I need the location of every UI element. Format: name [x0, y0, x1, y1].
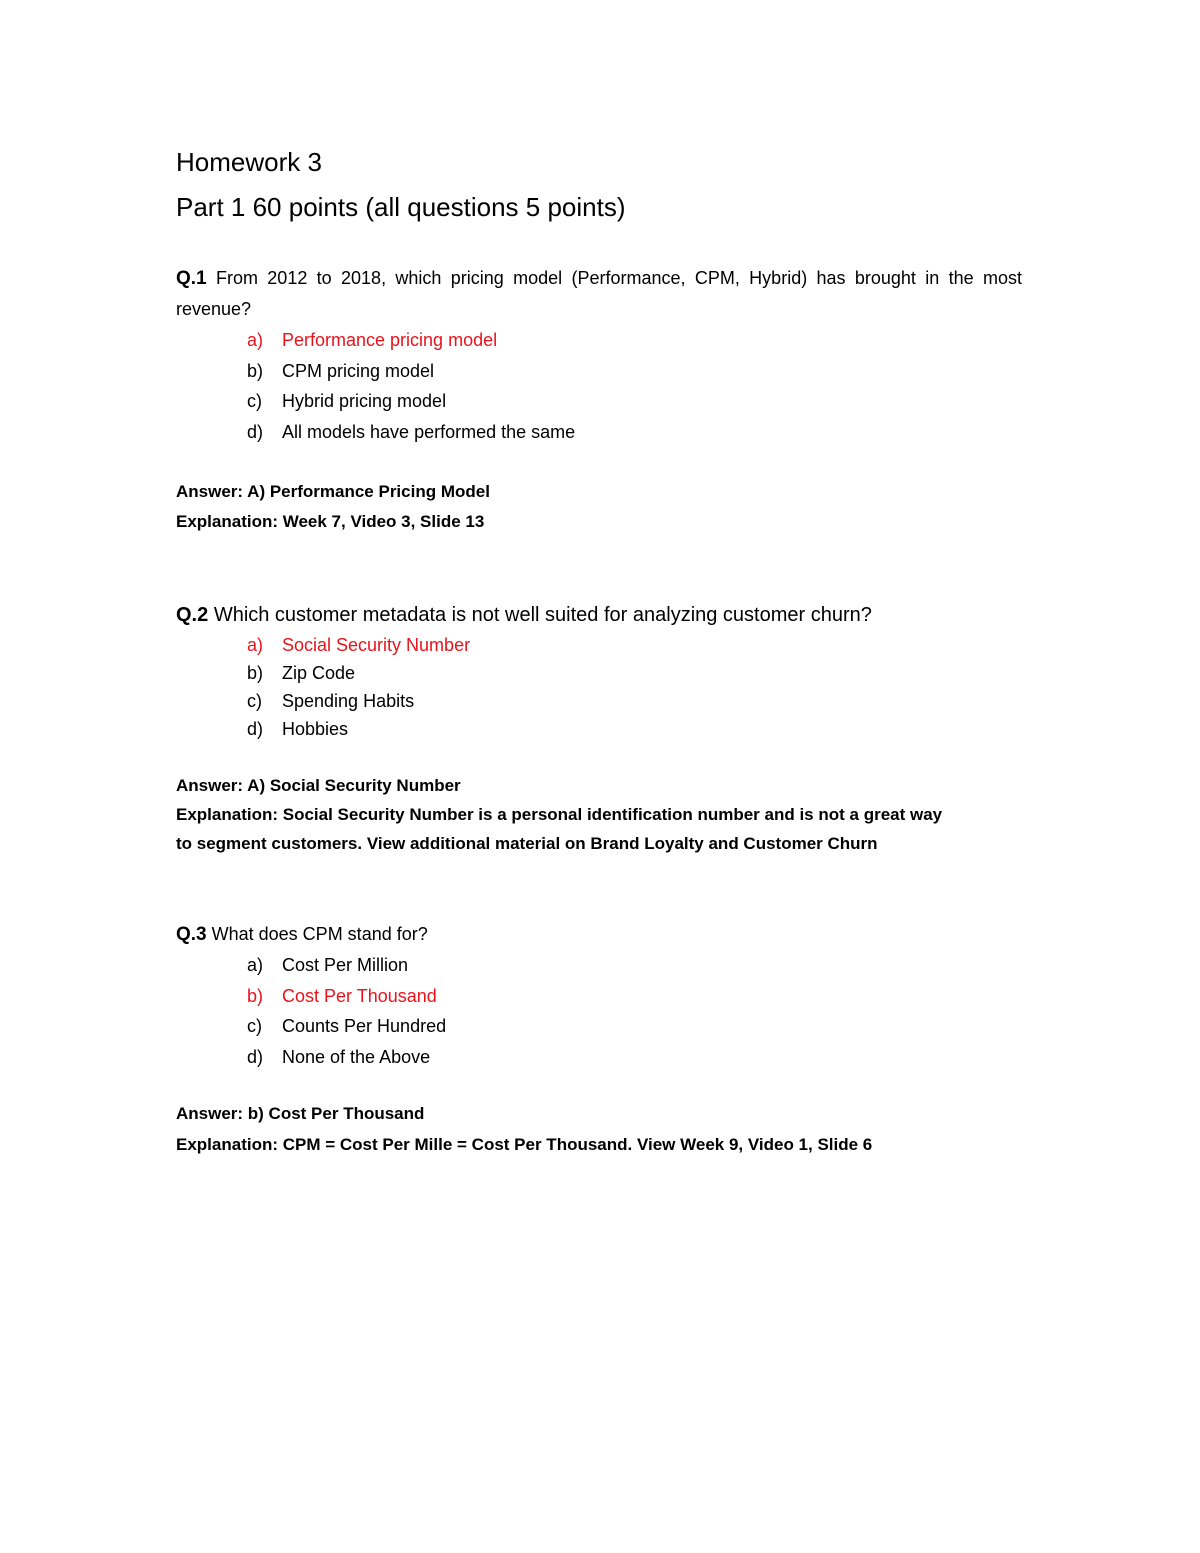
- question-2: [176, 599, 1022, 743]
- option-letter: b): [247, 360, 264, 381]
- question-2-explanation-line-1: Explanation: Social Security Number is a personal identification number and is not a great way: [176, 805, 943, 824]
- document-title: Homework 3: [176, 147, 322, 177]
- question-3-prompt: [176, 919, 1022, 950]
- question-2-option-b: [176, 659, 1022, 687]
- option-text: Cost Per Million: [282, 955, 409, 975]
- option-letter: a): [247, 330, 264, 350]
- question-1-number: Q.1: [176, 268, 207, 289]
- option-letter: a): [247, 955, 264, 975]
- question-3-option-d: [176, 1042, 1022, 1073]
- document-subtitle: Part 1 60 points (all questions 5 points): [176, 192, 626, 222]
- question-2-prompt: [176, 599, 1022, 631]
- option-text: CPM pricing model: [282, 360, 435, 381]
- question-1-answer-block: [176, 477, 1036, 536]
- question-2-answer-block: [176, 771, 1036, 858]
- question-3-explanation: Explanation: CPM = Cost Per Mille = Cost Per Thousand. View Week 9, Video 1, Slide 6: [176, 1135, 873, 1154]
- option-letter: c): [247, 691, 262, 711]
- question-3-answer-block: [176, 1099, 1036, 1159]
- option-text: Hobbies: [282, 719, 349, 739]
- question-1-text: From 2012 to 2018, which pricing model (Performance, CPM, Hybrid) has brought in the most revenue?: [176, 268, 1022, 319]
- question-3-option-c: [176, 1011, 1022, 1042]
- option-text: Zip Code: [282, 663, 356, 683]
- option-letter: c): [247, 1016, 262, 1036]
- question-1-option-d: [176, 417, 1022, 448]
- option-text: Hybrid pricing model: [282, 391, 447, 411]
- question-1-option-c: [176, 386, 1022, 417]
- option-letter: b): [247, 663, 264, 683]
- option-letter: c): [247, 391, 262, 411]
- question-2-options: [176, 631, 1022, 743]
- question-1-option-a: [176, 325, 1022, 356]
- question-2-answer: Answer: A) Social Security Number: [176, 776, 461, 795]
- option-text: Cost Per Thousand: [282, 985, 437, 1006]
- question-1-answer: Answer: A) Performance Pricing Model: [176, 482, 490, 501]
- question-2-option-a: [176, 631, 1022, 659]
- question-3-option-b: [176, 981, 1022, 1012]
- option-text: Counts Per Hundred: [282, 1016, 447, 1036]
- question-1: [176, 263, 1022, 447]
- question-1-explanation: Explanation: Week 7, Video 3, Slide 13: [176, 512, 485, 531]
- question-1-option-b: [176, 356, 1022, 387]
- question-1-prompt: [176, 263, 1022, 325]
- option-letter: a): [247, 635, 264, 655]
- question-3-number: Q.3: [176, 924, 207, 945]
- question-1-options: [176, 325, 1022, 447]
- question-2-option-c: [176, 687, 1022, 715]
- option-text: None of the Above: [282, 1046, 431, 1067]
- option-letter: d): [247, 421, 264, 442]
- question-3-option-a: [176, 950, 1022, 981]
- option-letter: d): [247, 1046, 264, 1067]
- option-text: Spending Habits: [282, 691, 415, 711]
- question-3-answer: Answer: b) Cost Per Thousand: [176, 1104, 425, 1123]
- question-2-number: Q.2: [176, 604, 209, 626]
- question-3-options: [176, 950, 1022, 1072]
- option-text: Social Security Number: [282, 635, 471, 655]
- question-3: [176, 919, 1022, 1072]
- question-2-text: Which customer metadata is not well suited for analyzing customer churn?: [213, 604, 872, 626]
- question-2-option-d: [176, 715, 1022, 743]
- option-letter: d): [247, 719, 264, 739]
- option-text: Performance pricing model: [282, 330, 498, 350]
- option-text: All models have performed the same: [282, 421, 576, 442]
- option-letter: b): [247, 985, 264, 1006]
- question-2-explanation-line-2: to segment customers. View additional material on Brand Loyalty and Customer Churn: [176, 834, 878, 853]
- question-3-text: What does CPM stand for?: [211, 924, 428, 944]
